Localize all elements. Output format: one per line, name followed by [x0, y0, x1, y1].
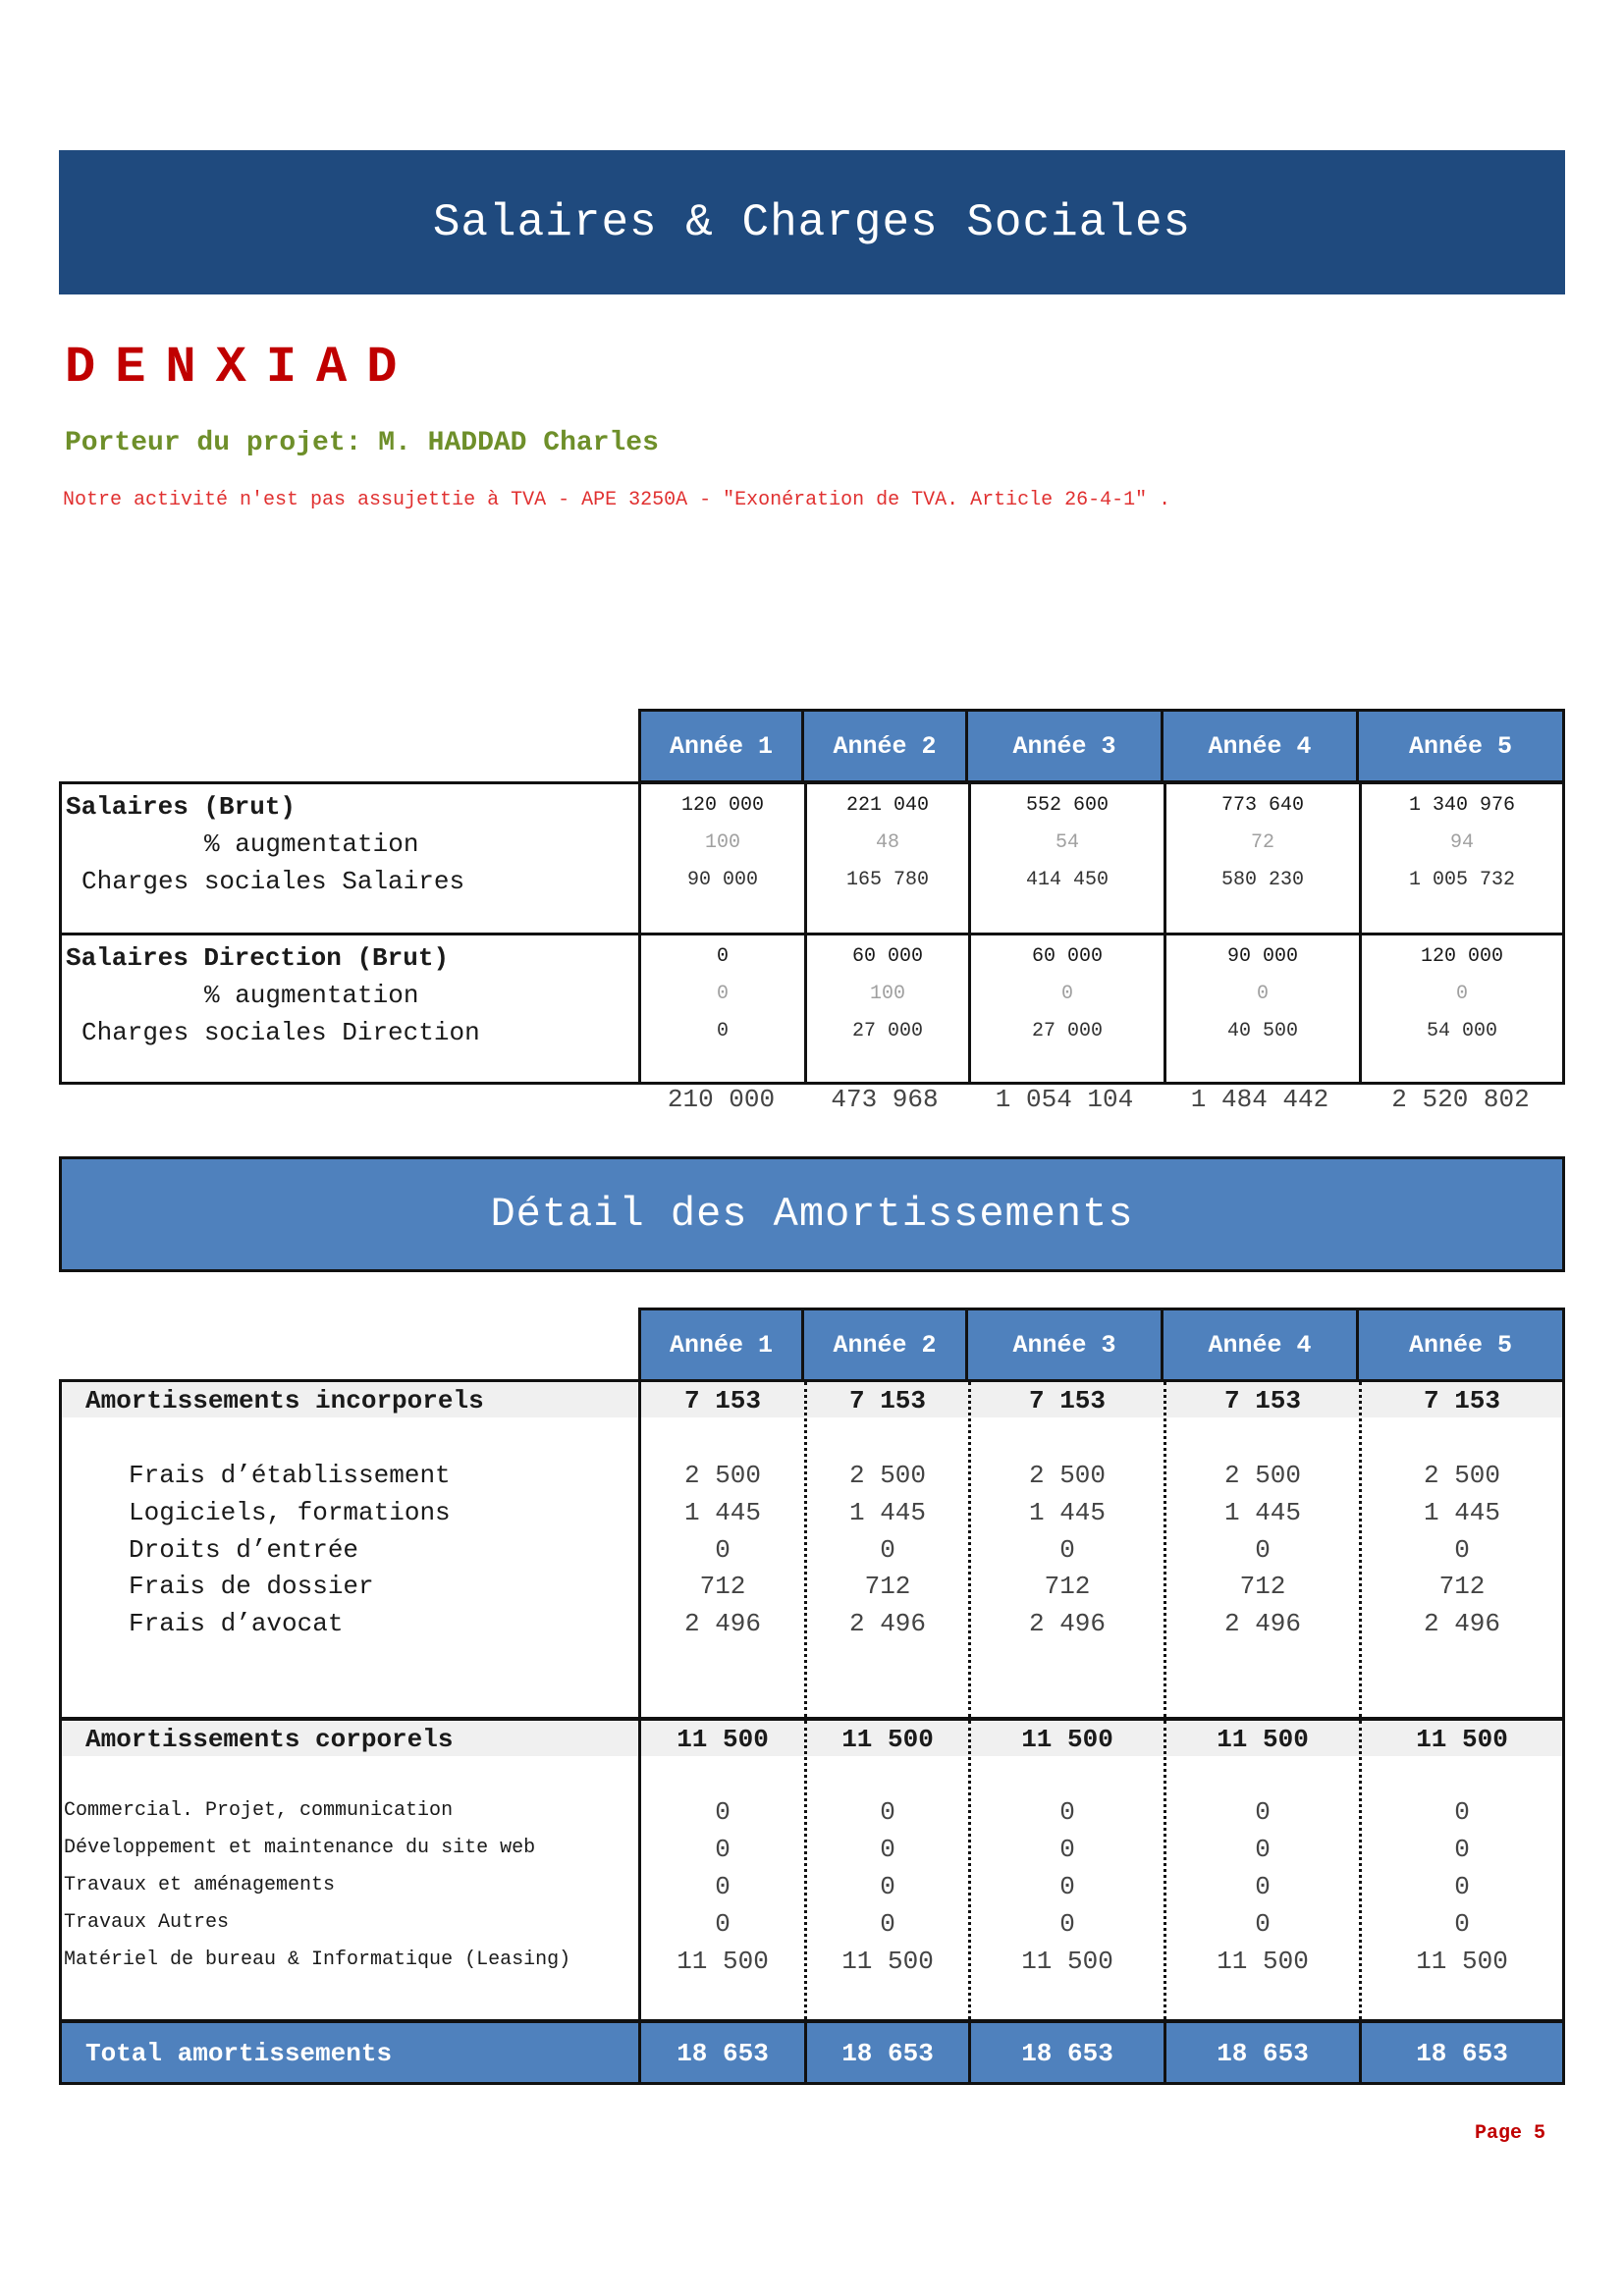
corporel-item-value: 0 [1255, 1797, 1271, 1827]
direction-charges: 27 000 [851, 1020, 923, 1042]
direction-block [59, 933, 1565, 1085]
incorporels-value: 7 153 [683, 1386, 761, 1415]
corporel-item-value: 0 [1255, 1909, 1271, 1939]
direction-aug-label: % augmentation [204, 981, 419, 1010]
total-cell: 1 054 104 [995, 1085, 1134, 1114]
direction-charges-label: Charges sociales Direction [81, 1018, 480, 1047]
incorporel-item-label: Droits d’entrée [129, 1535, 359, 1565]
direction-charges: 27 000 [1031, 1020, 1103, 1042]
direction-aug: 100 [869, 983, 905, 1005]
salaires-aug: 48 [875, 831, 899, 854]
incorporel-item-value: 2 496 [1223, 1609, 1301, 1638]
total-amort-value: 18 653 [677, 2039, 769, 2068]
salaires-value: 221 040 [845, 794, 929, 817]
corporel-item-value: 0 [1454, 1909, 1470, 1939]
year-header: Année 3 [965, 709, 1164, 783]
corporels-value: 11 500 [1021, 1725, 1113, 1754]
total-amort-value: 18 653 [1217, 2039, 1309, 2068]
corporels-block [59, 1718, 1565, 2022]
salaires-aug: 72 [1250, 831, 1274, 854]
direction-aug: 0 [1060, 983, 1073, 1005]
page-number: Page 5 [1475, 2122, 1546, 2145]
salaires-charges-label: Charges sociales Salaires [81, 867, 465, 896]
total-cell: 1 484 442 [1190, 1085, 1329, 1114]
direction-value: 60 000 [1031, 945, 1103, 968]
incorporels-value: 7 153 [1223, 1386, 1301, 1415]
incorporel-item-value: 712 [1239, 1572, 1286, 1601]
year-header: Année 5 [1356, 1308, 1565, 1382]
total-amortissements-row [59, 2020, 1565, 2085]
corporel-item-value: 11 500 [677, 1947, 769, 1976]
direction-label: Salaires Direction (Brut) [66, 943, 450, 973]
total-cell: 2 520 802 [1391, 1085, 1530, 1114]
total-amort-label: Total amortissements [85, 2039, 393, 2068]
incorporel-item-value: 0 [715, 1535, 731, 1565]
salaires-block [59, 781, 1565, 935]
year-header: Année 3 [965, 1308, 1164, 1382]
incorporel-item-value: 0 [880, 1535, 895, 1565]
salaires-value: 552 600 [1025, 794, 1109, 817]
incorporel-item-value: 2 496 [848, 1609, 926, 1638]
corporel-item-value: 0 [1454, 1872, 1470, 1901]
corporels-label: Amortissements corporels [85, 1725, 454, 1754]
incorporels-value: 7 153 [848, 1386, 926, 1415]
company-name: DENXIAD [65, 339, 417, 397]
incorporel-item-value: 2 500 [1423, 1461, 1500, 1490]
salaires-charges: 1 005 732 [1408, 869, 1516, 891]
direction-charges: 0 [716, 1020, 729, 1042]
incorporels-value: 7 153 [1423, 1386, 1500, 1415]
year-header: Année 2 [801, 1308, 968, 1382]
project-owner: Porteur du projet: M. HADDAD Charles [65, 428, 659, 458]
total-amort-value: 18 653 [841, 2039, 934, 2068]
corporel-item-value: 0 [1059, 1872, 1075, 1901]
corporel-item-value: 0 [715, 1909, 731, 1939]
year-header: Année 4 [1161, 709, 1359, 783]
corporel-item-value: 0 [1255, 1872, 1271, 1901]
incorporel-item-value: 2 496 [1423, 1609, 1500, 1638]
tva-note: Notre activité n'est pas assujettie à TVA - APE 3250A - "Exonération de TVA. Article 26-4-1" . [63, 489, 1171, 511]
section-title: Détail des Amortissements [490, 1191, 1134, 1238]
corporel-item-label: Commercial. Projet, communication [64, 1799, 454, 1822]
corporel-item-value: 0 [1454, 1835, 1470, 1864]
total-cell: 473 968 [831, 1085, 939, 1114]
incorporels-value: 7 153 [1028, 1386, 1106, 1415]
incorporel-item-label: Frais d’avocat [129, 1609, 344, 1638]
total-cell: 210 000 [667, 1085, 776, 1114]
corporel-item-value: 11 500 [1416, 1947, 1508, 1976]
incorporel-item-value: 1 445 [1028, 1498, 1106, 1527]
corporel-item-label: Matériel de bureau & Informatique (Leasing) [64, 1949, 571, 1971]
direction-value: 60 000 [851, 945, 923, 968]
incorporel-item-value: 2 500 [1223, 1461, 1301, 1490]
corporel-item-value: 11 500 [1021, 1947, 1113, 1976]
corporel-item-value: 0 [715, 1835, 731, 1864]
incorporel-item-value: 1 445 [1223, 1498, 1301, 1527]
corporel-item-value: 0 [1255, 1835, 1271, 1864]
incorporel-item-value: 712 [1438, 1572, 1486, 1601]
direction-value: 0 [716, 945, 729, 968]
incorporel-item-value: 712 [1044, 1572, 1091, 1601]
incorporel-item-value: 2 496 [683, 1609, 761, 1638]
salaires-charges: 580 230 [1220, 869, 1304, 891]
direction-aug: 0 [1256, 983, 1269, 1005]
incorporel-item-value: 2 500 [683, 1461, 761, 1490]
total-amort-value: 18 653 [1416, 2039, 1508, 2068]
year-header-row-salaires [638, 709, 1565, 783]
salaires-aug: 100 [704, 831, 740, 854]
corporel-item-value: 0 [1059, 1909, 1075, 1939]
direction-aug: 0 [1455, 983, 1468, 1005]
salaires-aug: 94 [1449, 831, 1474, 854]
corporel-item-value: 0 [880, 1797, 895, 1827]
corporel-item-value: 0 [880, 1909, 895, 1939]
salaires-value: 120 000 [680, 794, 764, 817]
incorporel-item-value: 1 445 [848, 1498, 926, 1527]
incorporel-item-label: Frais de dossier [129, 1572, 374, 1601]
year-header: Année 1 [638, 709, 804, 783]
corporels-value: 11 500 [1416, 1725, 1508, 1754]
total-amort-value: 18 653 [1021, 2039, 1113, 2068]
incorporel-item-value: 2 500 [848, 1461, 926, 1490]
corporel-item-value: 0 [715, 1872, 731, 1901]
year-header: Année 1 [638, 1308, 804, 1382]
corporels-value: 11 500 [677, 1725, 769, 1754]
corporel-item-value: 0 [1059, 1835, 1075, 1864]
salaires-label: Salaires (Brut) [66, 792, 297, 822]
section-banner-amortissements [59, 1156, 1565, 1272]
salaires-charges: 414 450 [1025, 869, 1109, 891]
direction-charges: 54 000 [1426, 1020, 1497, 1042]
direction-value: 120 000 [1420, 945, 1503, 968]
corporel-item-value: 0 [1454, 1797, 1470, 1827]
year-header: Année 5 [1356, 709, 1565, 783]
direction-value: 90 000 [1226, 945, 1298, 968]
section-banner-salaires [59, 150, 1565, 294]
salaires-charges: 165 780 [845, 869, 929, 891]
incorporel-item-value: 1 445 [683, 1498, 761, 1527]
incorporels-block [59, 1379, 1565, 1720]
incorporel-item-value: 0 [1255, 1535, 1271, 1565]
section-title: Salaires & Charges Sociales [432, 196, 1192, 248]
salaires-aug: 54 [1055, 831, 1079, 854]
corporel-item-value: 0 [880, 1872, 895, 1901]
corporel-item-label: Développement et maintenance du site web [64, 1837, 536, 1859]
salaires-value: 1 340 976 [1408, 794, 1516, 817]
direction-aug: 0 [716, 983, 729, 1005]
salaires-charges: 90 000 [686, 869, 758, 891]
corporel-item-value: 11 500 [841, 1947, 934, 1976]
salaires-value: 773 640 [1220, 794, 1304, 817]
salaires-aug-label: % augmentation [204, 829, 419, 859]
incorporel-item-value: 1 445 [1423, 1498, 1500, 1527]
incorporel-item-value: 2 496 [1028, 1609, 1106, 1638]
year-header-row-amort [638, 1308, 1565, 1382]
incorporel-item-value: 0 [1059, 1535, 1075, 1565]
incorporel-item-label: Logiciels, formations [129, 1498, 451, 1527]
incorporel-item-label: Frais d’établissement [129, 1461, 451, 1490]
corporel-item-label: Travaux et aménagements [64, 1874, 336, 1896]
corporel-item-value: 0 [880, 1835, 895, 1864]
incorporel-item-value: 712 [864, 1572, 911, 1601]
corporel-item-value: 0 [1059, 1797, 1075, 1827]
year-header: Année 2 [801, 709, 968, 783]
year-header: Année 4 [1161, 1308, 1359, 1382]
incorporel-item-value: 2 500 [1028, 1461, 1106, 1490]
corporel-item-value: 0 [715, 1797, 731, 1827]
incorporel-item-value: 0 [1454, 1535, 1470, 1565]
corporel-item-label: Travaux Autres [64, 1911, 230, 1934]
incorporels-label: Amortissements incorporels [85, 1386, 484, 1415]
incorporel-item-value: 712 [699, 1572, 746, 1601]
direction-charges: 40 500 [1226, 1020, 1298, 1042]
corporels-value: 11 500 [841, 1725, 934, 1754]
corporels-value: 11 500 [1217, 1725, 1309, 1754]
corporel-item-value: 11 500 [1217, 1947, 1309, 1976]
